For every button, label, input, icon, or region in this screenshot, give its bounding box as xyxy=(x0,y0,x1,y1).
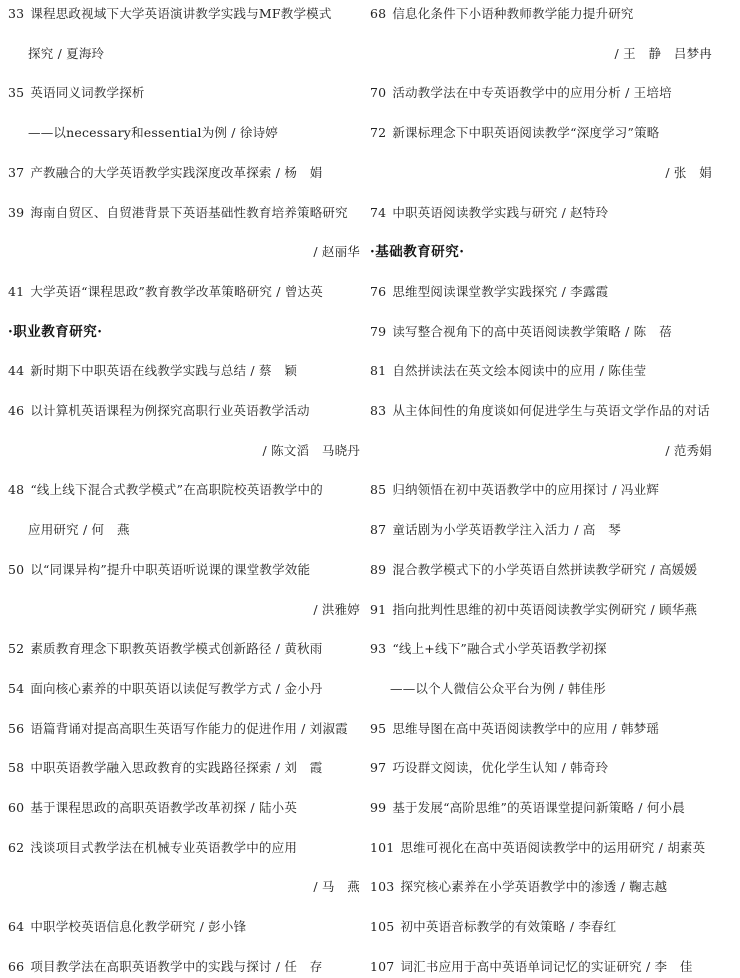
entry-title: 混合教学模式下的小学英语自然拼读教学研究 / 高媛媛 xyxy=(392,561,698,577)
entry-title: 项目教学法在高职英语教学中的实践与探讨 / 任 存 xyxy=(30,958,323,974)
toc-entry xyxy=(370,559,712,581)
entry-title: 语篇背诵对提高高职生英语写作能力的促进作用 / 刘淑霞 xyxy=(30,720,348,736)
page-number: 33 xyxy=(8,6,25,21)
page-number: 52 xyxy=(8,641,25,657)
toc-entry xyxy=(370,757,712,779)
entry-title: 产教融合的大学英语教学实践深度改革探索 / 杨 娟 xyxy=(30,164,323,180)
entry-title: 浅谈项目式教学法在机械专业英语教学中的应用 xyxy=(30,839,298,855)
toc-author-line: / 马 燕 xyxy=(313,879,360,895)
page-number: 103 xyxy=(370,879,395,895)
entry-title: 思维可视化在高中英语阅读教学中的运用研究 / 胡素英 xyxy=(400,839,706,855)
page-number: 107 xyxy=(370,958,395,974)
page-number: 46 xyxy=(8,403,25,418)
entry-title: 词汇书应用于高中英语单词记忆的实证研究 / 李 佳 xyxy=(400,958,693,974)
entry-title: 英语同义词教学探析 xyxy=(30,85,145,101)
entry-title: 信息化条件下小语种教师教学能力提升研究 xyxy=(392,6,634,21)
page-number: 58 xyxy=(8,760,25,776)
toc-entry xyxy=(370,876,712,898)
page-number: 105 xyxy=(370,919,395,935)
page-number: 54 xyxy=(8,680,25,696)
toc-entry xyxy=(8,559,360,581)
entry-title: 巧设群文阅读，优化学生认知 / 韩奇玲 xyxy=(392,760,609,776)
toc-entry xyxy=(8,479,360,501)
toc-entry xyxy=(370,797,712,819)
toc-continuation-line: 应用研究 / 何 燕 xyxy=(28,522,130,538)
toc-entry xyxy=(8,797,360,819)
toc-entry xyxy=(8,202,360,224)
toc-entry xyxy=(8,718,360,740)
entry-title: 基于课程思政的高职英语教学改革初探 / 陆小英 xyxy=(30,800,298,815)
page-number: 91 xyxy=(370,601,387,617)
toc-author-line: / 陈文滔 马晓丹 xyxy=(262,442,360,458)
toc-entry xyxy=(8,3,360,25)
page-number: 72 xyxy=(370,125,387,141)
toc-entry xyxy=(370,202,712,224)
toc-entry xyxy=(370,519,712,541)
toc-entry xyxy=(370,3,712,25)
entry-title: “线上+线下”融合式小学英语教学初探 xyxy=(392,641,607,657)
page-number: 79 xyxy=(370,323,387,339)
page-number: 74 xyxy=(370,204,387,220)
page-number: 62 xyxy=(8,839,25,855)
page-number: 81 xyxy=(370,363,387,379)
page-number: 95 xyxy=(370,720,387,736)
page-number: 76 xyxy=(370,283,387,299)
entry-title: 探究核心素养在小学英语教学中的渗透 / 鞠志越 xyxy=(400,879,668,895)
toc-entry xyxy=(370,82,712,104)
entry-title: 海南自贸区、自贸港背景下英语基础性教育培养策略研究 xyxy=(30,204,348,220)
page-number: 89 xyxy=(370,561,387,577)
toc-entry xyxy=(370,321,712,343)
page-number: 64 xyxy=(8,919,25,935)
page-number: 68 xyxy=(370,6,387,21)
entry-title: 课程思政视域下大学英语演讲教学实践与MF教学模式 xyxy=(30,6,332,21)
entry-title: 指向批判性思维的初中英语阅读教学实例研究 / 顾华燕 xyxy=(392,601,698,617)
page-number: 60 xyxy=(8,800,25,815)
toc-entry xyxy=(8,638,360,660)
toc-entry xyxy=(370,837,712,859)
entry-title: 自然拼读法在英文绘本阅读中的应用 / 陈佳莹 xyxy=(392,363,647,379)
entry-title: 素质教育理念下职教英语教学模式创新路径 / 黄秋雨 xyxy=(30,641,323,657)
entry-title: 基于发展“高阶思维”的英语课堂提问新策略 / 何小晨 xyxy=(392,800,685,815)
toc-subtitle-line: ——以necessary和essential为例 / 徐诗婷 xyxy=(28,125,278,141)
toc-entry xyxy=(370,479,712,501)
toc-author-line: / 王 静 吕梦冉 xyxy=(614,45,712,61)
entry-title: 读写整合视角下的高中英语阅读教学策略 / 陈 蓓 xyxy=(392,323,672,339)
entry-title: 以“同课异构”提升中职英语听说课的课堂教学效能 xyxy=(30,561,311,577)
toc-entry xyxy=(8,162,360,184)
page-number: 99 xyxy=(370,800,387,815)
page-number: 39 xyxy=(8,204,25,220)
toc-entry xyxy=(8,82,360,104)
page-number: 50 xyxy=(8,561,25,577)
entry-title: 新课标理念下中职英语阅读教学“深度学习”策略 xyxy=(392,125,660,141)
entry-title: 归纳领悟在初中英语教学中的应用探讨 / 冯业辉 xyxy=(392,482,660,498)
page-number: 70 xyxy=(370,85,387,101)
section-heading: ·职业教育研究· xyxy=(8,323,103,340)
toc-entry xyxy=(8,400,360,422)
page-number: 41 xyxy=(8,283,25,299)
toc-entry xyxy=(8,837,360,859)
page-number: 37 xyxy=(8,164,25,180)
toc-entry xyxy=(370,916,712,938)
toc-entry xyxy=(8,678,360,700)
page-number: 48 xyxy=(8,482,25,498)
toc-entry xyxy=(8,757,360,779)
entry-title: 童话剧为小学英语教学注入活力 / 高 琴 xyxy=(392,522,621,538)
entry-title: 新时期下中职英语在线教学实践与总结 / 蔡 颖 xyxy=(30,363,298,379)
page-number: 83 xyxy=(370,403,387,418)
toc-entry xyxy=(370,400,712,422)
toc-entry xyxy=(370,956,712,978)
toc-subtitle-line: ——以个人微信公众平台为例 / 韩佳彤 xyxy=(390,680,606,696)
toc-author-line: / 范秀娟 xyxy=(665,442,712,458)
page-number: 85 xyxy=(370,482,387,498)
section-heading: ·基础教育研究· xyxy=(370,244,465,261)
toc-author-line: / 赵丽华 xyxy=(313,244,360,260)
toc-entry xyxy=(370,281,712,303)
entry-title: 面向核心素养的中职英语以读促写教学方式 / 金小丹 xyxy=(30,680,323,696)
entry-title: 思维导图在高中英语阅读教学中的应用 / 韩梦瑶 xyxy=(392,720,660,736)
toc-entry xyxy=(8,360,360,382)
page-number: 66 xyxy=(8,958,25,974)
entry-title: 初中英语音标教学的有效策略 / 李春红 xyxy=(400,919,617,935)
toc-entry xyxy=(370,360,712,382)
toc-entry xyxy=(8,281,360,303)
toc-entry xyxy=(8,956,360,978)
toc-entry xyxy=(370,638,712,660)
toc-entry xyxy=(370,718,712,740)
toc-entry xyxy=(370,599,712,621)
entry-title: 中职英语教学融入思政教育的实践路径探索 / 刘 霞 xyxy=(30,760,323,776)
entry-title: 中职英语阅读教学实践与研究 / 赵特玲 xyxy=(392,204,609,220)
entry-title: 大学英语“课程思政”教育教学改革策略研究 / 曾达英 xyxy=(30,283,323,299)
entry-title: 活动教学法在中专英语教学中的应用分析 / 王培培 xyxy=(392,85,672,101)
entry-title: 从主体间性的角度谈如何促进学生与英语文学作品的对话 xyxy=(392,403,710,418)
toc-entry xyxy=(8,916,360,938)
entry-title: 以计算机英语课程为例探究高职行业英语教学活动 xyxy=(30,403,310,418)
entry-title: 思维型阅读课堂教学实践探究 / 李露霞 xyxy=(392,283,609,299)
toc-entry xyxy=(370,122,712,144)
page-number: 44 xyxy=(8,363,25,379)
page-number: 87 xyxy=(370,522,387,538)
toc-author-line: / 张 娟 xyxy=(665,164,712,180)
page-number: 97 xyxy=(370,760,387,776)
page-number: 93 xyxy=(370,641,387,657)
page-number: 35 xyxy=(8,85,25,101)
toc-author-line: / 洪雅婷 xyxy=(313,601,360,617)
entry-title: “线上线下混合式教学模式”在高职院校英语教学中的 xyxy=(30,482,323,498)
entry-title: 中职学校英语信息化教学研究 / 彭小锋 xyxy=(30,919,247,935)
page-number: 101 xyxy=(370,839,395,855)
toc-continuation-line: 探究 / 夏海玲 xyxy=(28,45,105,61)
page-number: 56 xyxy=(8,720,25,736)
